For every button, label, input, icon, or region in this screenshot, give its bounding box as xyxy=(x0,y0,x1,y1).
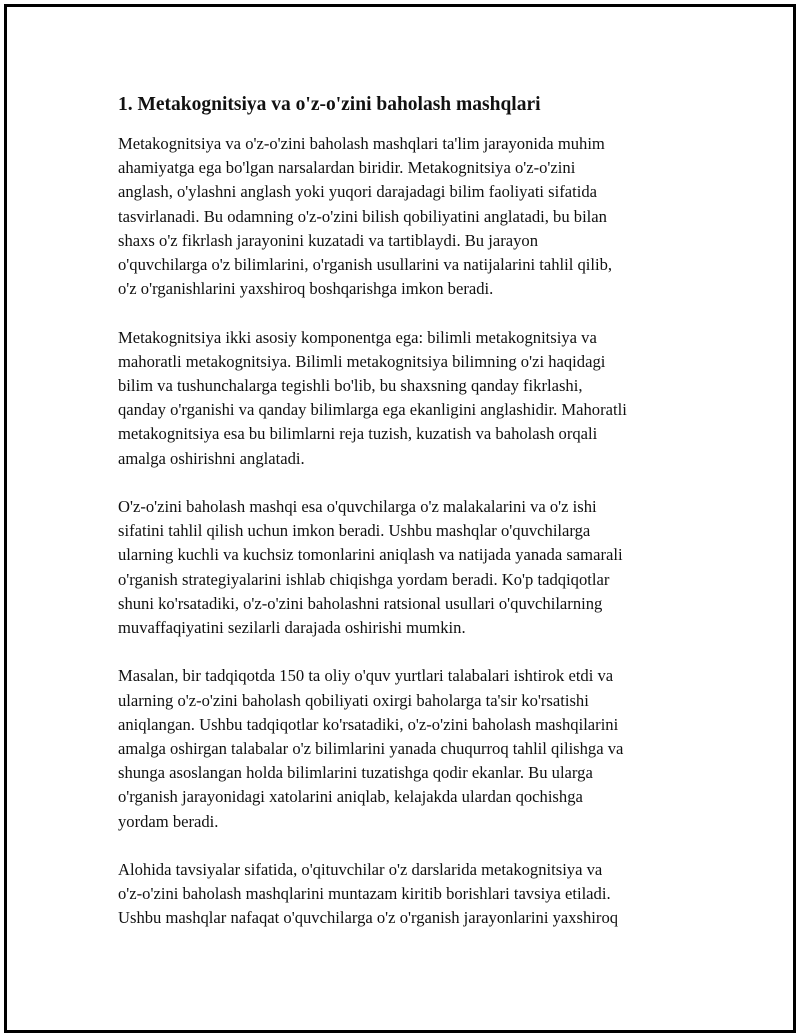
paragraph-1: Metakognitsiya va o'z-o'zini baholash mashqlari ta'lim jarayonida muhim ahamiyatga ega bo'lgan narsalardan biridir. Metakognitsiya o'z-o'zini anglash, o'ylashni anglash yoki yuqori darajadagi bilim faoliyati sifatida tasvirlanadi. Bu odamning o'z-o'zini bilish qobiliyatini anglatadi, bu bilan shaxs o'z fikrlash jarayonini kuzatadi va tartiblaydi. Bu jarayon o'quvchilarga o'z bilimlarini, o'rganish usullarini va natijalarini tahlil qilib, o'z o'rganishlarini yaxshiroq boshqarishga imkon beradi. xyxy=(118,134,613,299)
section-title: 1. Metakognitsiya va o'z-o'zini baholash mashqlari xyxy=(118,94,541,115)
paragraph-3: O'z-o'zini baholash mashqi esa o'quvchilarga o'z malakalarini va o'z ishi sifatini tahlil qilish uchun imkon beradi. Ushbu mashqlar o'quvchilarga ularning kuchli va kuchsiz tomonlarini aniqlash va natijada yanada samarali o'rganish strategiyalarini ishlab chiqishga yordam beradi. Ko'p tadqiqotlar shuni ko'rsatadiki, o'z-o'zini baholashni ratsional usullari o'quvchilarning muvaffaqiyatini sezilarli darajada oshirishi mumkin. xyxy=(118,497,623,638)
paragraph-5: Alohida tavsiyalar sifatida, o'qituvchilar o'z darslarida metakognitsiya va o'z-o'zini baholash mashqlarini muntazam kiritib borishlari tavsiya etiladi. Ushbu mashqlar nafaqat o'quvchilarga o'z o'rganish jarayonlarini yaxshiroq xyxy=(118,860,619,928)
document-body xyxy=(118,92,688,955)
paragraph-4: Masalan, bir tadqiqotda 150 ta oliy o'quv yurtlari talabalari ishtirok etdi va ularning o'z-o'zini baholash qobiliyati oxirgi baholarga ta'sir ko'rsatishi aniqlangan. Ushbu tadqiqotlar ko'rsatadiki, o'z-o'zini baholash mashqilarini amalga oshirgan talabalar o'z bilimlarini yanada chuqurroq tahlil qilishga va shunga asoslangan holda bilimlarini tuzatishga qodir ekanlar. Bu ularga o'rganish jarayonidagi xatolarini aniqlab, kelajakda ulardan qochishga yordam beradi. xyxy=(118,666,624,831)
paragraph-2: Metakognitsiya ikki asosiy komponentga ega: bilimli metakognitsiya va mahoratli metakognitsiya. Bilimli metakognitsiya bilimning o'zi haqidagi bilim va tushunchalarga tegishli bo'lib, bu shaxsning qanday fikrlashi, qanday o'rganishi va qanday bilimlarga ega ekanligini anglashidir. Mahoratli metakognitsiya esa bu bilimlarni reja tuzish, kuzatish va baholash orqali amalga oshirishni anglatadi. xyxy=(118,327,627,468)
